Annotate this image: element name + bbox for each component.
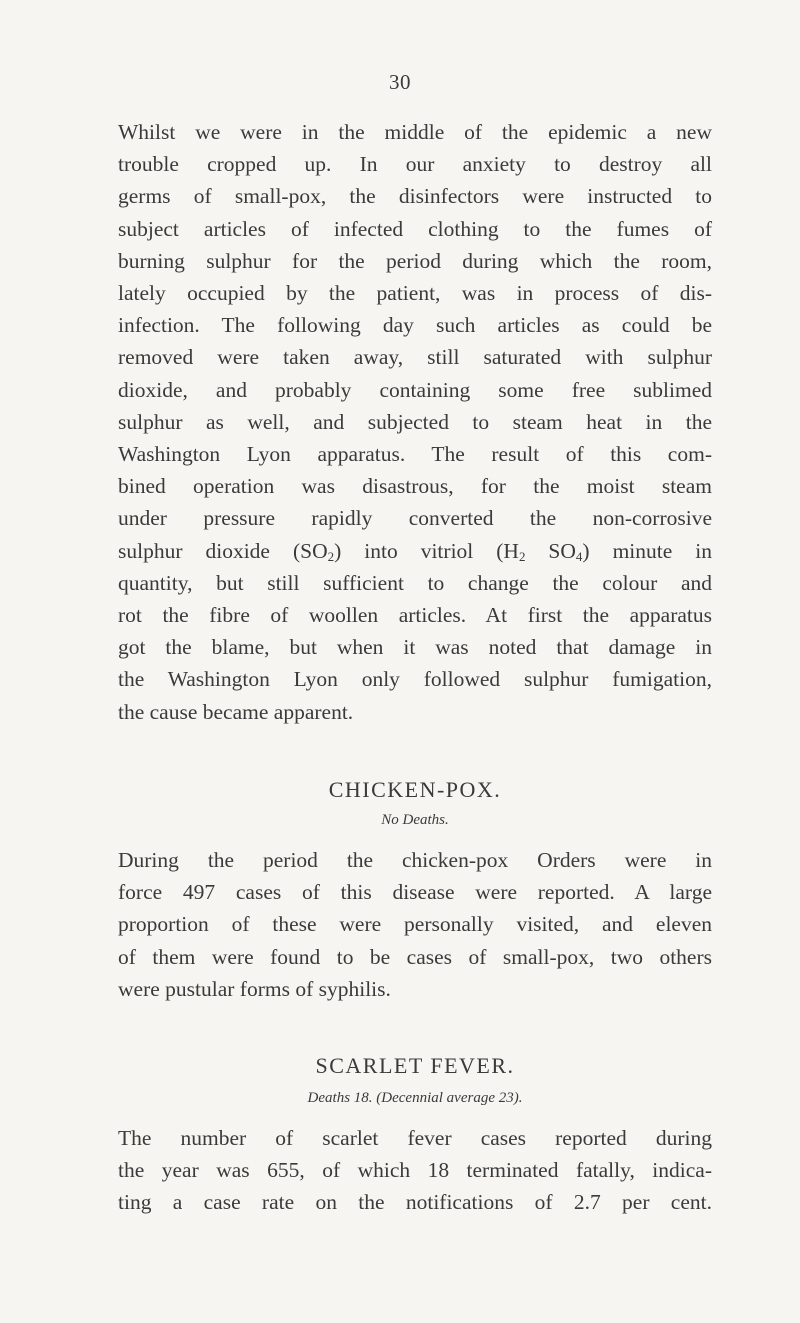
text-line: the cause became apparent. bbox=[118, 699, 354, 724]
text-line: were pustular forms of syphilis. bbox=[118, 976, 391, 1001]
text-line: the year was 655, of which 18 terminated fatally, indica- bbox=[118, 1158, 712, 1183]
text-line: force 497 cases of this disease were reported. A large bbox=[118, 880, 712, 905]
formula-subscript: 2 bbox=[518, 548, 526, 564]
text-line: trouble cropped up. In our anxiety to destroy all bbox=[118, 152, 712, 177]
text-line: removed were taken away, still saturated with sulphur bbox=[118, 345, 712, 370]
text-line: the Washington Lyon only followed sulphur fumigation, bbox=[118, 667, 712, 692]
text-line: of them were found to be cases of small-pox, two others bbox=[118, 944, 712, 969]
text-line: germs of small-pox, the disinfectors were instructed to bbox=[118, 184, 712, 209]
text-line: quantity, but still sufficient to change the colour and bbox=[118, 570, 712, 595]
scarlet-fever-subheading: Deaths 18. (Decennial average 23). bbox=[307, 1090, 523, 1106]
text-line: got the blame, but when it was noted that damage in bbox=[118, 635, 712, 660]
formula-text: ) minute in bbox=[582, 538, 712, 563]
formula-subscript: 4 bbox=[575, 548, 583, 564]
scarlet-fever-paragraph bbox=[118, 1122, 712, 1219]
text-line: burning sulphur for the period during which the room, bbox=[118, 248, 712, 273]
page-number: 30 bbox=[389, 70, 411, 94]
text-line: Washington Lyon apparatus. The result of this com- bbox=[118, 442, 712, 467]
formula-text: sulphur dioxide (SO bbox=[118, 538, 328, 563]
text-line: sulphur as well, and subjected to steam heat in the bbox=[118, 409, 712, 434]
text-line: During the period the chicken-pox Orders were in bbox=[118, 848, 712, 872]
text-line: proportion of these were personally visited, and eleven bbox=[118, 912, 712, 937]
text-line: lately occupied by the patient, was in process of dis- bbox=[118, 281, 712, 306]
formula-subscript: 2 bbox=[327, 548, 335, 564]
formula-text: SO bbox=[525, 538, 576, 563]
chicken-pox-paragraph bbox=[118, 844, 712, 1005]
chicken-pox-subheading: No Deaths. bbox=[381, 812, 449, 828]
text-line: bined operation was disastrous, for the moist steam bbox=[118, 474, 712, 499]
text-line: under pressure rapidly converted the non-corrosive bbox=[118, 506, 712, 531]
formula-line bbox=[118, 535, 712, 567]
formula-text: ) into vitriol (H bbox=[334, 538, 519, 563]
chicken-pox-heading: CHICKEN-POX. bbox=[328, 777, 502, 802]
text-line: rot the fibre of woollen articles. At first the apparatus bbox=[118, 603, 712, 628]
text-line: dioxide, and probably containing some free sublimed bbox=[118, 377, 712, 402]
text-line: ting a case rate on the notifications of 2.7 per cent. bbox=[118, 1190, 712, 1215]
text-line: The number of scarlet fever cases reported during bbox=[118, 1126, 712, 1150]
scarlet-fever-heading: SCARLET FEVER. bbox=[315, 1053, 515, 1078]
intro-paragraph bbox=[118, 116, 712, 728]
text-line: subject articles of infected clothing to the fumes of bbox=[118, 216, 712, 241]
text-line: infection. The following day such articles as could be bbox=[118, 313, 712, 338]
text-line: Whilst we were in the middle of the epidemic a new bbox=[118, 120, 712, 144]
